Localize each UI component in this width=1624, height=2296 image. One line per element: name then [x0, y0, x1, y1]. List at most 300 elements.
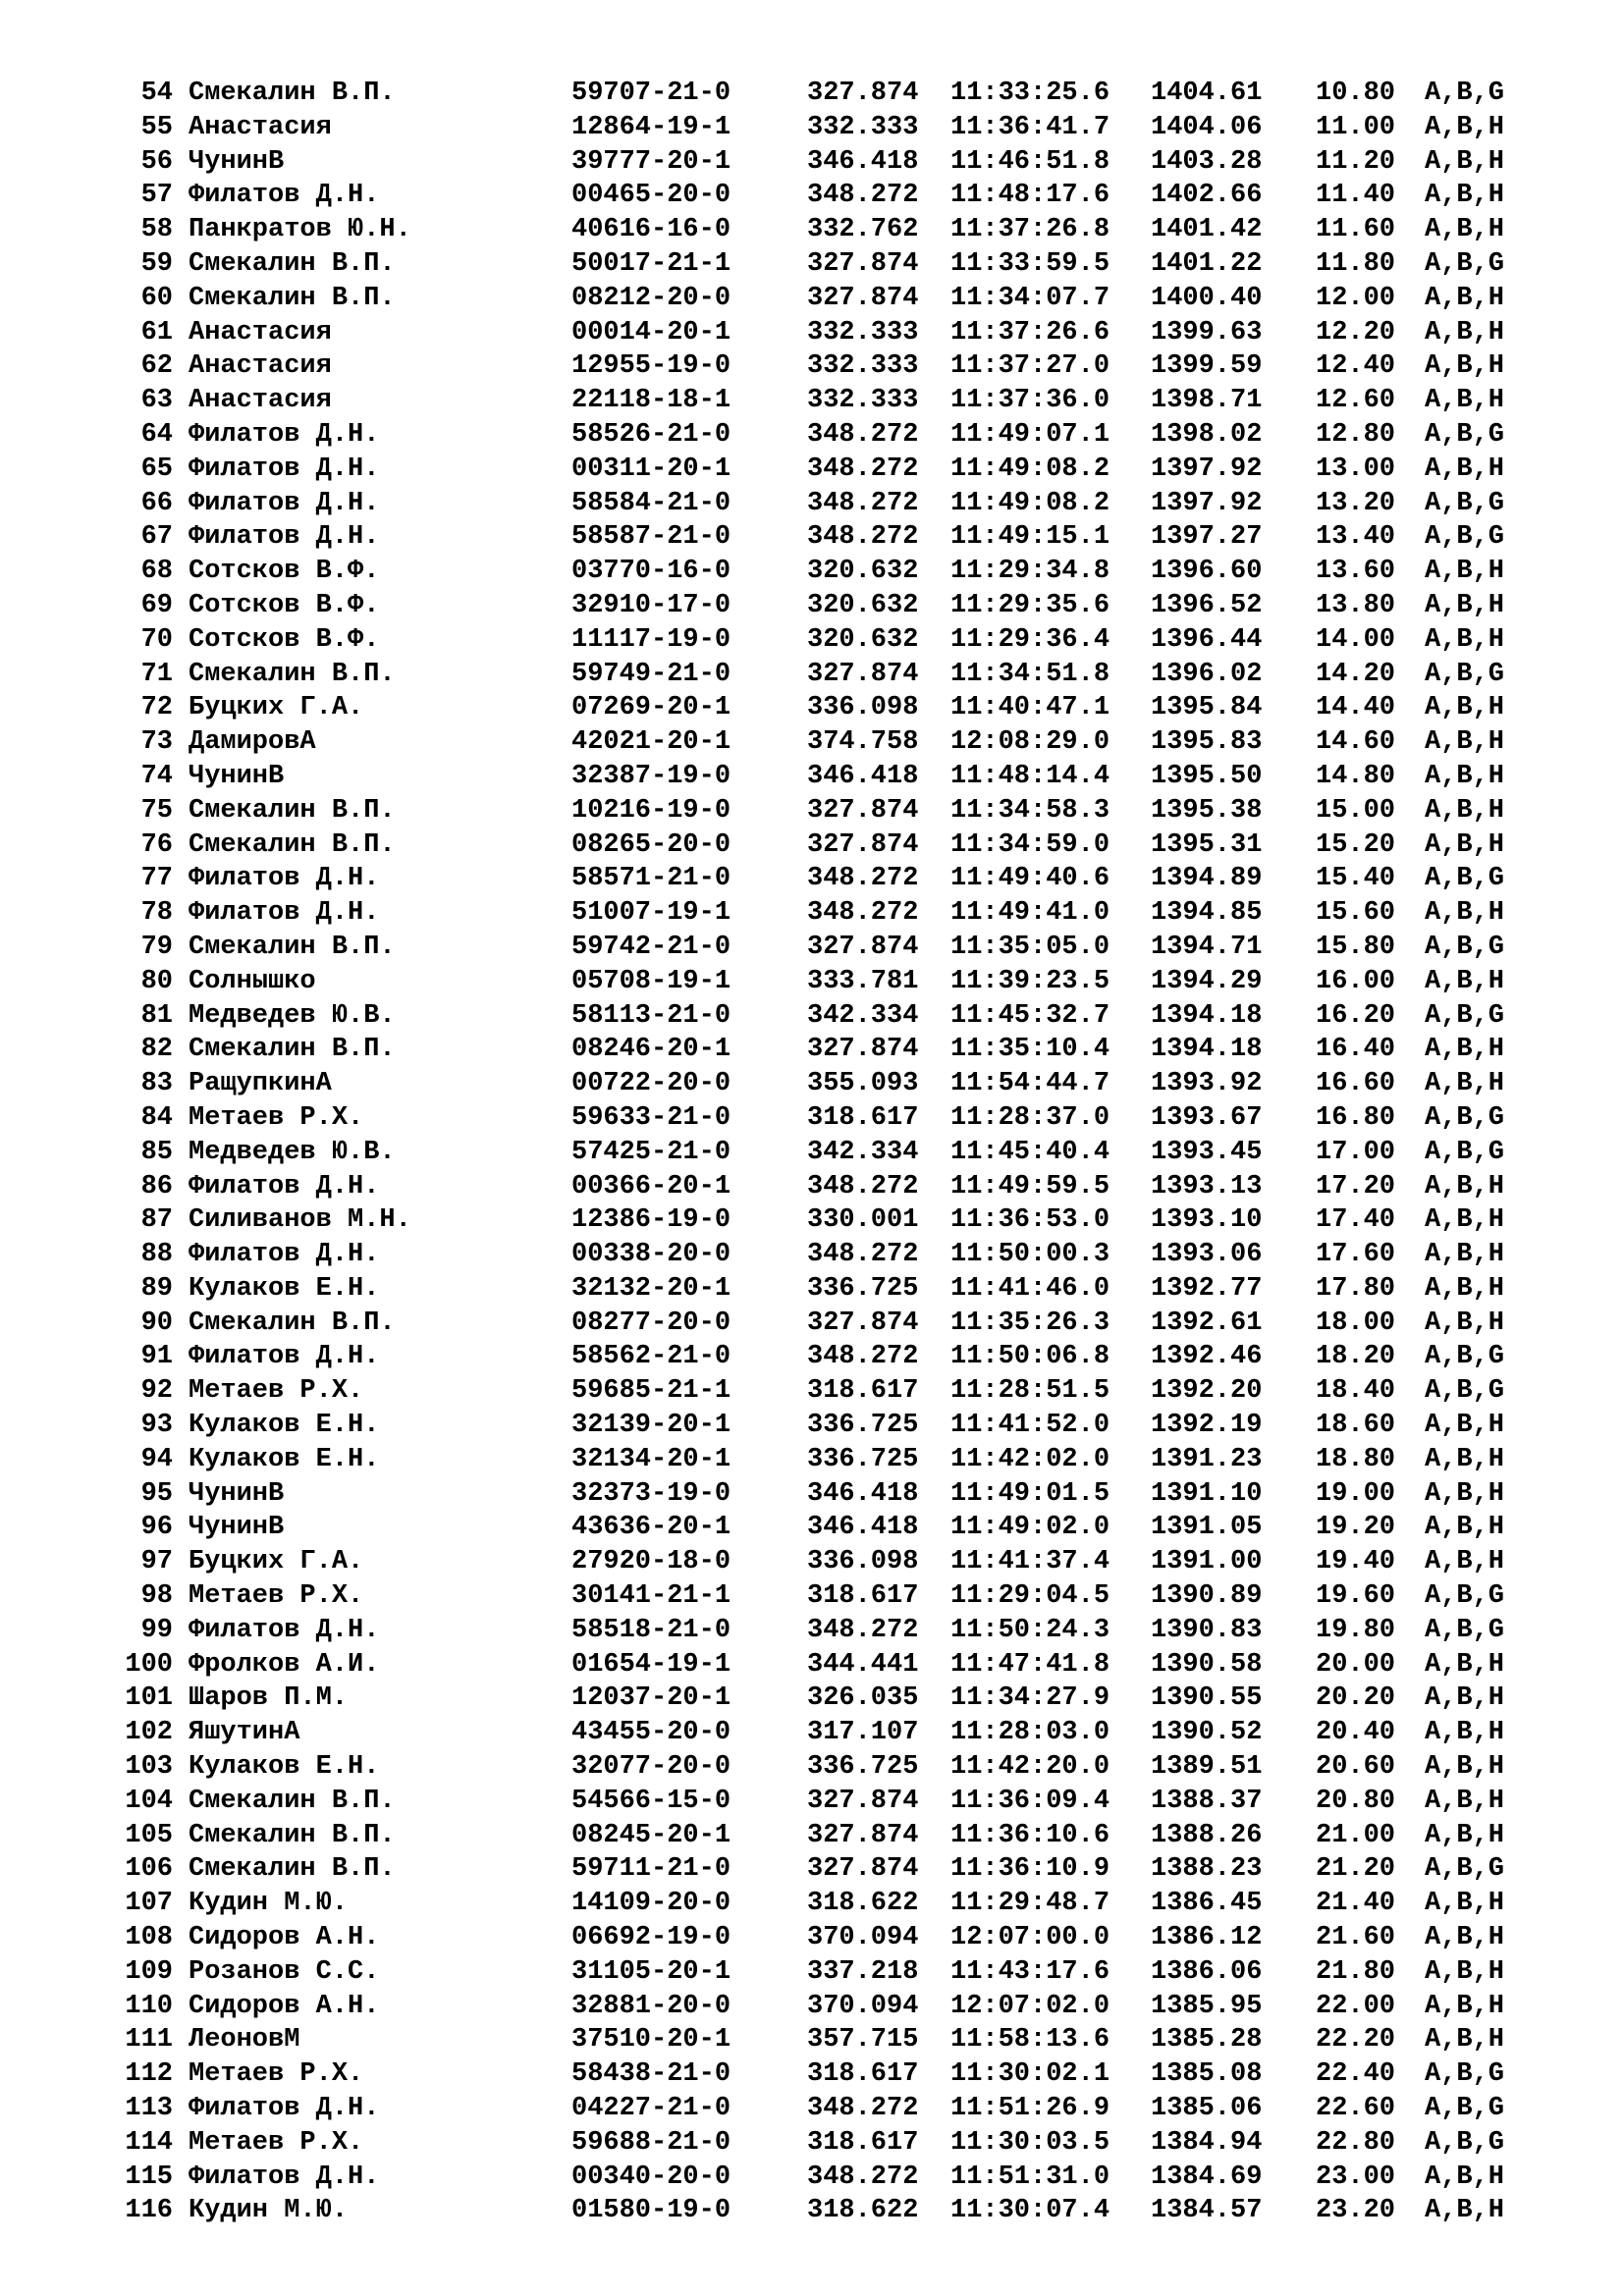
speed-cell: 1391.05 — [1151, 1513, 1263, 1543]
points-cell: 22.40 — [1316, 2059, 1396, 2090]
groups-cell: A,B,H — [1425, 1308, 1505, 1338]
speed-cell: 1393.10 — [1151, 1205, 1263, 1236]
groups-cell: A,B,G — [1425, 1376, 1505, 1407]
ring-number-cell: 32373-19-0 — [571, 1478, 731, 1509]
speed-cell: 1399.63 — [1151, 317, 1263, 347]
speed-cell: 1384.94 — [1151, 2127, 1263, 2158]
table-row — [110, 1819, 1523, 1853]
ring-number-cell: 57425-21-0 — [571, 1137, 731, 1167]
table-row — [110, 1477, 1523, 1512]
table-row — [110, 2092, 1523, 2126]
distance-cell: 327.874 — [807, 248, 919, 279]
ring-number-cell: 59633-21-0 — [571, 1102, 731, 1133]
arrival-time-cell: 11:37:26.6 — [950, 317, 1110, 347]
place-cell: 57 — [140, 181, 173, 211]
fancier-name-cell: Филатов Д.Н. — [189, 2162, 380, 2192]
table-row — [110, 999, 1523, 1034]
speed-cell: 1402.66 — [1151, 181, 1263, 211]
table-row — [110, 1545, 1523, 1579]
distance-cell: 318.622 — [807, 2196, 919, 2226]
table-row — [110, 453, 1523, 487]
arrival-time-cell: 11:47:41.8 — [950, 1649, 1110, 1680]
ring-number-cell: 51007-19-1 — [571, 898, 731, 929]
table-row — [110, 589, 1523, 623]
table-row — [110, 1990, 1523, 2024]
distance-cell: 317.107 — [807, 1718, 919, 1748]
place-cell: 76 — [140, 829, 173, 860]
fancier-name-cell: РащупкинА — [189, 1069, 332, 1099]
place-cell: 98 — [140, 1581, 173, 1612]
arrival-time-cell: 11:36:53.0 — [950, 1205, 1110, 1236]
arrival-time-cell: 11:48:17.6 — [950, 181, 1110, 211]
table-row — [110, 1272, 1523, 1307]
fancier-name-cell: Филатов Д.Н. — [189, 898, 380, 929]
fancier-name-cell: Смекалин В.П. — [189, 829, 396, 860]
ring-number-cell: 01654-19-1 — [571, 1649, 731, 1680]
fancier-name-cell: Метаев Р.Х. — [189, 1581, 364, 1612]
fancier-name-cell: Смекалин В.П. — [189, 659, 396, 689]
ring-number-cell: 50017-21-1 — [571, 248, 731, 279]
groups-cell: A,B,H — [1425, 898, 1505, 929]
arrival-time-cell: 11:34:58.3 — [950, 795, 1110, 826]
speed-cell: 1394.18 — [1151, 1000, 1263, 1031]
arrival-time-cell: 11:45:32.7 — [950, 1000, 1110, 1031]
arrival-time-cell: 11:33:25.6 — [950, 79, 1110, 108]
arrival-time-cell: 11:43:17.6 — [950, 1956, 1110, 1987]
groups-cell: A,B,G — [1425, 659, 1505, 689]
ring-number-cell: 30141-21-1 — [571, 1581, 731, 1612]
table-row — [110, 1955, 1523, 1990]
place-cell: 104 — [125, 1786, 173, 1816]
place-cell: 55 — [140, 112, 173, 142]
groups-cell: A,B,G — [1425, 2127, 1505, 2158]
groups-cell: A,B,H — [1425, 1171, 1505, 1201]
distance-cell: 327.874 — [807, 283, 919, 313]
place-cell: 116 — [125, 2196, 173, 2226]
points-cell: 15.00 — [1316, 795, 1396, 826]
arrival-time-cell: 11:49:02.0 — [950, 1513, 1110, 1543]
groups-cell: A,B,H — [1425, 1991, 1505, 2021]
groups-cell: A,B,G — [1425, 248, 1505, 279]
points-cell: 19.20 — [1316, 1513, 1396, 1543]
groups-cell: A,B,G — [1425, 1342, 1505, 1372]
place-cell: 99 — [140, 1615, 173, 1645]
distance-cell: 348.272 — [807, 1240, 919, 1270]
ring-number-cell: 43636-20-1 — [571, 1513, 731, 1543]
points-cell: 12.20 — [1316, 317, 1396, 347]
fancier-name-cell: Буцких Г.А. — [189, 1547, 364, 1577]
distance-cell: 370.094 — [807, 1991, 919, 2021]
arrival-time-cell: 11:29:36.4 — [950, 624, 1110, 655]
ring-number-cell: 01580-19-0 — [571, 2196, 731, 2226]
arrival-time-cell: 11:29:35.6 — [950, 590, 1110, 620]
fancier-name-cell: Кулаков Е.Н. — [189, 1411, 380, 1441]
arrival-time-cell: 11:41:37.4 — [950, 1547, 1110, 1577]
table-row — [110, 282, 1523, 316]
ring-number-cell: 11117-19-0 — [571, 624, 731, 655]
groups-cell: A,B,H — [1425, 1411, 1505, 1441]
fancier-name-cell: Смекалин В.П. — [189, 1786, 396, 1816]
table-row — [110, 77, 1523, 111]
points-cell: 18.20 — [1316, 1342, 1396, 1372]
ring-number-cell: 58438-21-0 — [571, 2059, 731, 2090]
ring-number-cell: 14109-20-0 — [571, 1889, 731, 1919]
speed-cell: 1397.27 — [1151, 522, 1263, 553]
groups-cell: A,B,G — [1425, 419, 1505, 450]
points-cell: 17.60 — [1316, 1240, 1396, 1270]
ring-number-cell: 59742-21-0 — [571, 932, 731, 962]
points-cell: 18.00 — [1316, 1308, 1396, 1338]
arrival-time-cell: 11:28:51.5 — [950, 1376, 1110, 1407]
groups-cell: A,B,H — [1425, 2025, 1505, 2056]
points-cell: 17.40 — [1316, 1205, 1396, 1236]
points-cell: 21.20 — [1316, 1854, 1396, 1885]
fancier-name-cell: Анастасия — [189, 317, 332, 347]
distance-cell: 342.334 — [807, 1137, 919, 1167]
arrival-time-cell: 11:50:00.3 — [950, 1240, 1110, 1270]
fancier-name-cell: Медведев Ю.В. — [189, 1137, 396, 1167]
speed-cell: 1398.02 — [1151, 419, 1263, 450]
distance-cell: 318.617 — [807, 1102, 919, 1133]
speed-cell: 1385.28 — [1151, 2025, 1263, 2056]
fancier-name-cell: Розанов С.С. — [189, 1956, 380, 1987]
points-cell: 18.60 — [1316, 1411, 1396, 1441]
groups-cell: A,B,H — [1425, 795, 1505, 826]
points-cell: 22.20 — [1316, 2025, 1396, 2056]
place-cell: 89 — [140, 1273, 173, 1304]
distance-cell: 346.418 — [807, 761, 919, 791]
ring-number-cell: 07269-20-1 — [571, 693, 731, 723]
fancier-name-cell: ЧунинВ — [189, 761, 285, 791]
groups-cell: A,B,H — [1425, 1478, 1505, 1509]
arrival-time-cell: 11:36:10.9 — [950, 1854, 1110, 1885]
speed-cell: 1388.37 — [1151, 1786, 1263, 1816]
groups-cell: A,B,H — [1425, 1035, 1505, 1065]
groups-cell: A,B,G — [1425, 1615, 1505, 1645]
distance-cell: 327.874 — [807, 1820, 919, 1850]
points-cell: 23.00 — [1316, 2162, 1396, 2192]
place-cell: 63 — [140, 386, 173, 416]
place-cell: 59 — [140, 248, 173, 279]
fancier-name-cell: Буцких Г.А. — [189, 693, 364, 723]
ring-number-cell: 59711-21-0 — [571, 1854, 731, 1885]
place-cell: 84 — [140, 1102, 173, 1133]
ring-number-cell: 58571-21-0 — [571, 864, 731, 894]
arrival-time-cell: 11:34:59.0 — [950, 829, 1110, 860]
table-row — [110, 1409, 1523, 1443]
fancier-name-cell: Филатов Д.Н. — [189, 181, 380, 211]
distance-cell: 320.632 — [807, 557, 919, 587]
speed-cell: 1396.44 — [1151, 624, 1263, 655]
groups-cell: A,B,G — [1425, 1854, 1505, 1885]
place-cell: 83 — [140, 1069, 173, 1099]
table-row — [110, 520, 1523, 555]
ring-number-cell: 59685-21-1 — [571, 1376, 731, 1407]
speed-cell: 1385.06 — [1151, 2094, 1263, 2124]
place-cell: 74 — [140, 761, 173, 791]
table-row — [110, 1852, 1523, 1887]
arrival-time-cell: 11:34:27.9 — [950, 1683, 1110, 1714]
speed-cell: 1401.42 — [1151, 215, 1263, 245]
fancier-name-cell: Медведев Ю.В. — [189, 1000, 396, 1031]
speed-cell: 1396.52 — [1151, 590, 1263, 620]
ring-number-cell: 00014-20-1 — [571, 317, 731, 347]
fancier-name-cell: Кулаков Е.Н. — [189, 1273, 380, 1304]
points-cell: 14.80 — [1316, 761, 1396, 791]
speed-cell: 1390.58 — [1151, 1649, 1263, 1680]
arrival-time-cell: 11:40:47.1 — [950, 693, 1110, 723]
groups-cell: A,B,H — [1425, 1956, 1505, 1987]
points-cell: 16.00 — [1316, 966, 1396, 996]
arrival-time-cell: 11:42:02.0 — [950, 1444, 1110, 1474]
points-cell: 10.80 — [1316, 79, 1396, 108]
speed-cell: 1395.50 — [1151, 761, 1263, 791]
arrival-time-cell: 11:29:34.8 — [950, 557, 1110, 587]
points-cell: 14.40 — [1316, 693, 1396, 723]
fancier-name-cell: Кудин М.Ю. — [189, 1889, 349, 1919]
distance-cell: 332.333 — [807, 386, 919, 416]
distance-cell: 330.001 — [807, 1205, 919, 1236]
distance-cell: 318.622 — [807, 1889, 919, 1919]
distance-cell: 327.874 — [807, 1035, 919, 1065]
speed-cell: 1394.18 — [1151, 1035, 1263, 1065]
fancier-name-cell: Филатов Д.Н. — [189, 1615, 380, 1645]
table-row — [110, 1921, 1523, 1955]
distance-cell: 320.632 — [807, 624, 919, 655]
place-cell: 87 — [140, 1205, 173, 1236]
distance-cell: 336.098 — [807, 693, 919, 723]
groups-cell: A,B,H — [1425, 624, 1505, 655]
distance-cell: 327.874 — [807, 932, 919, 962]
points-cell: 20.80 — [1316, 1786, 1396, 1816]
groups-cell: A,B,H — [1425, 1240, 1505, 1270]
fancier-name-cell: Фролков А.И. — [189, 1649, 380, 1680]
groups-cell: A,B,G — [1425, 1000, 1505, 1031]
fancier-name-cell: Метаев Р.Х. — [189, 1102, 364, 1133]
ring-number-cell: 08265-20-0 — [571, 829, 731, 860]
ring-number-cell: 00311-20-1 — [571, 454, 731, 484]
points-cell: 22.60 — [1316, 2094, 1396, 2124]
table-row — [110, 794, 1523, 828]
fancier-name-cell: Смекалин В.П. — [189, 283, 396, 313]
distance-cell: 348.272 — [807, 864, 919, 894]
table-row — [110, 145, 1523, 180]
speed-cell: 1394.71 — [1151, 932, 1263, 962]
speed-cell: 1392.19 — [1151, 1411, 1263, 1441]
fancier-name-cell: Шаров П.М. — [189, 1683, 349, 1714]
fancier-name-cell: Анастасия — [189, 386, 332, 416]
speed-cell: 1395.83 — [1151, 727, 1263, 758]
place-cell: 101 — [125, 1683, 173, 1714]
speed-cell: 1384.57 — [1151, 2196, 1263, 2226]
ring-number-cell: 08246-20-1 — [571, 1035, 731, 1065]
place-cell: 92 — [140, 1376, 173, 1407]
groups-cell: A,B,G — [1425, 2059, 1505, 2090]
fancier-name-cell: Филатов Д.Н. — [189, 864, 380, 894]
speed-cell: 1393.13 — [1151, 1171, 1263, 1201]
arrival-time-cell: 11:29:48.7 — [950, 1889, 1110, 1919]
points-cell: 20.20 — [1316, 1683, 1396, 1714]
points-cell: 14.60 — [1316, 727, 1396, 758]
place-cell: 78 — [140, 898, 173, 929]
ring-number-cell: 00722-20-0 — [571, 1069, 731, 1099]
arrival-time-cell: 11:30:07.4 — [950, 2196, 1110, 2226]
points-cell: 20.00 — [1316, 1649, 1396, 1680]
distance-cell: 336.725 — [807, 1273, 919, 1304]
fancier-name-cell: Метаев Р.Х. — [189, 1376, 364, 1407]
ring-number-cell: 12955-19-0 — [571, 351, 731, 382]
fancier-name-cell: Филатов Д.Н. — [189, 454, 380, 484]
place-cell: 65 — [140, 454, 173, 484]
table-row — [110, 1101, 1523, 1136]
place-cell: 114 — [125, 2127, 173, 2158]
ring-number-cell: 32132-20-1 — [571, 1273, 731, 1304]
groups-cell: A,B,H — [1425, 454, 1505, 484]
table-row — [110, 1716, 1523, 1750]
distance-cell: 336.098 — [807, 1547, 919, 1577]
ring-number-cell: 59749-21-0 — [571, 659, 731, 689]
place-cell: 110 — [125, 1991, 173, 2021]
arrival-time-cell: 11:54:44.7 — [950, 1069, 1110, 1099]
place-cell: 97 — [140, 1547, 173, 1577]
distance-cell: 327.874 — [807, 1308, 919, 1338]
fancier-name-cell: Филатов Д.Н. — [189, 2094, 380, 2124]
arrival-time-cell: 11:49:08.2 — [950, 488, 1110, 518]
fancier-name-cell: Кудин М.Ю. — [189, 2196, 349, 2226]
distance-cell: 348.272 — [807, 1342, 919, 1372]
ring-number-cell: 32387-19-0 — [571, 761, 731, 791]
fancier-name-cell: ЧунинВ — [189, 1478, 285, 1509]
arrival-time-cell: 11:45:40.4 — [950, 1137, 1110, 1167]
ring-number-cell: 08277-20-0 — [571, 1308, 731, 1338]
ring-number-cell: 27920-18-0 — [571, 1547, 731, 1577]
points-cell: 16.20 — [1316, 1000, 1396, 1031]
distance-cell: 318.617 — [807, 2059, 919, 2090]
arrival-time-cell: 11:37:27.0 — [950, 351, 1110, 382]
speed-cell: 1385.08 — [1151, 2059, 1263, 2090]
table-row — [110, 213, 1523, 247]
place-cell: 81 — [140, 1000, 173, 1031]
place-cell: 70 — [140, 624, 173, 655]
table-row — [110, 760, 1523, 794]
ring-number-cell: 05708-19-1 — [571, 966, 731, 996]
table-row — [110, 1785, 1523, 1819]
points-cell: 12.40 — [1316, 351, 1396, 382]
speed-cell: 1394.29 — [1151, 966, 1263, 996]
speed-cell: 1388.23 — [1151, 1854, 1263, 1885]
arrival-time-cell: 12:07:00.0 — [950, 1923, 1110, 1953]
fancier-name-cell: Смекалин В.П. — [189, 932, 396, 962]
speed-cell: 1401.22 — [1151, 248, 1263, 279]
place-cell: 108 — [125, 1923, 173, 1953]
ring-number-cell: 31105-20-1 — [571, 1956, 731, 1987]
speed-cell: 1391.10 — [1151, 1478, 1263, 1509]
place-cell: 66 — [140, 488, 173, 518]
groups-cell: A,B,H — [1425, 351, 1505, 382]
ring-number-cell: 32077-20-0 — [571, 1752, 731, 1783]
speed-cell: 1393.67 — [1151, 1102, 1263, 1133]
groups-cell: A,B,H — [1425, 1273, 1505, 1304]
groups-cell: A,B,H — [1425, 1786, 1505, 1816]
groups-cell: A,B,H — [1425, 2162, 1505, 2192]
table-row — [110, 384, 1523, 418]
ring-number-cell: 12386-19-0 — [571, 1205, 731, 1236]
ring-number-cell: 59707-21-0 — [571, 79, 731, 108]
arrival-time-cell: 11:30:03.5 — [950, 2127, 1110, 2158]
speed-cell: 1397.92 — [1151, 454, 1263, 484]
ring-number-cell: 58113-21-0 — [571, 1000, 731, 1031]
distance-cell: 348.272 — [807, 1171, 919, 1201]
arrival-time-cell: 11:37:26.8 — [950, 215, 1110, 245]
arrival-time-cell: 11:49:01.5 — [950, 1478, 1110, 1509]
groups-cell: A,B,H — [1425, 215, 1505, 245]
distance-cell: 318.617 — [807, 1376, 919, 1407]
arrival-time-cell: 11:34:07.7 — [950, 283, 1110, 313]
table-row — [110, 1579, 1523, 1614]
points-cell: 11.40 — [1316, 181, 1396, 211]
points-cell: 11.20 — [1316, 146, 1396, 177]
groups-cell: A,B,H — [1425, 1205, 1505, 1236]
table-row — [110, 1203, 1523, 1238]
points-cell: 21.80 — [1316, 1956, 1396, 1987]
speed-cell: 1390.55 — [1151, 1683, 1263, 1714]
table-row — [110, 1614, 1523, 1648]
groups-cell: A,B,H — [1425, 761, 1505, 791]
fancier-name-cell: ДамировА — [189, 727, 316, 758]
place-cell: 72 — [140, 693, 173, 723]
ring-number-cell: 00465-20-0 — [571, 181, 731, 211]
arrival-time-cell: 11:30:02.1 — [950, 2059, 1110, 2090]
arrival-time-cell: 11:49:08.2 — [950, 454, 1110, 484]
place-cell: 88 — [140, 1240, 173, 1270]
speed-cell: 1395.31 — [1151, 829, 1263, 860]
fancier-name-cell: Сидоров А.Н. — [189, 1991, 380, 2021]
table-row — [110, 1307, 1523, 1341]
fancier-name-cell: Филатов Д.Н. — [189, 522, 380, 553]
groups-cell: A,B,H — [1425, 112, 1505, 142]
speed-cell: 1403.28 — [1151, 146, 1263, 177]
groups-cell: A,B,H — [1425, 1820, 1505, 1850]
fancier-name-cell: Сотсков В.Ф. — [189, 557, 380, 587]
place-cell: 96 — [140, 1513, 173, 1543]
distance-cell: 344.441 — [807, 1649, 919, 1680]
arrival-time-cell: 11:28:37.0 — [950, 1102, 1110, 1133]
table-row — [110, 1511, 1523, 1545]
arrival-time-cell: 11:29:04.5 — [950, 1581, 1110, 1612]
fancier-name-cell: Кулаков Е.Н. — [189, 1444, 380, 1474]
fancier-name-cell: ЛеоновМ — [189, 2025, 300, 2056]
fancier-name-cell: Филатов Д.Н. — [189, 1342, 380, 1372]
arrival-time-cell: 11:58:13.6 — [950, 2025, 1110, 2056]
place-cell: 93 — [140, 1411, 173, 1441]
groups-cell: A,B,H — [1425, 590, 1505, 620]
points-cell: 17.20 — [1316, 1171, 1396, 1201]
arrival-time-cell: 11:51:26.9 — [950, 2094, 1110, 2124]
ring-number-cell: 58584-21-0 — [571, 488, 731, 518]
arrival-time-cell: 12:08:29.0 — [950, 727, 1110, 758]
speed-cell: 1391.23 — [1151, 1444, 1263, 1474]
speed-cell: 1392.20 — [1151, 1376, 1263, 1407]
distance-cell: 327.874 — [807, 1786, 919, 1816]
fancier-name-cell: Смекалин В.П. — [189, 1035, 396, 1065]
table-row — [110, 1648, 1523, 1682]
groups-cell: A,B,G — [1425, 488, 1505, 518]
results-table — [110, 77, 1523, 2228]
ring-number-cell: 03770-16-0 — [571, 557, 731, 587]
points-cell: 20.40 — [1316, 1718, 1396, 1748]
fancier-name-cell: Панкратов Ю.Н. — [189, 215, 411, 245]
distance-cell: 332.333 — [807, 351, 919, 382]
